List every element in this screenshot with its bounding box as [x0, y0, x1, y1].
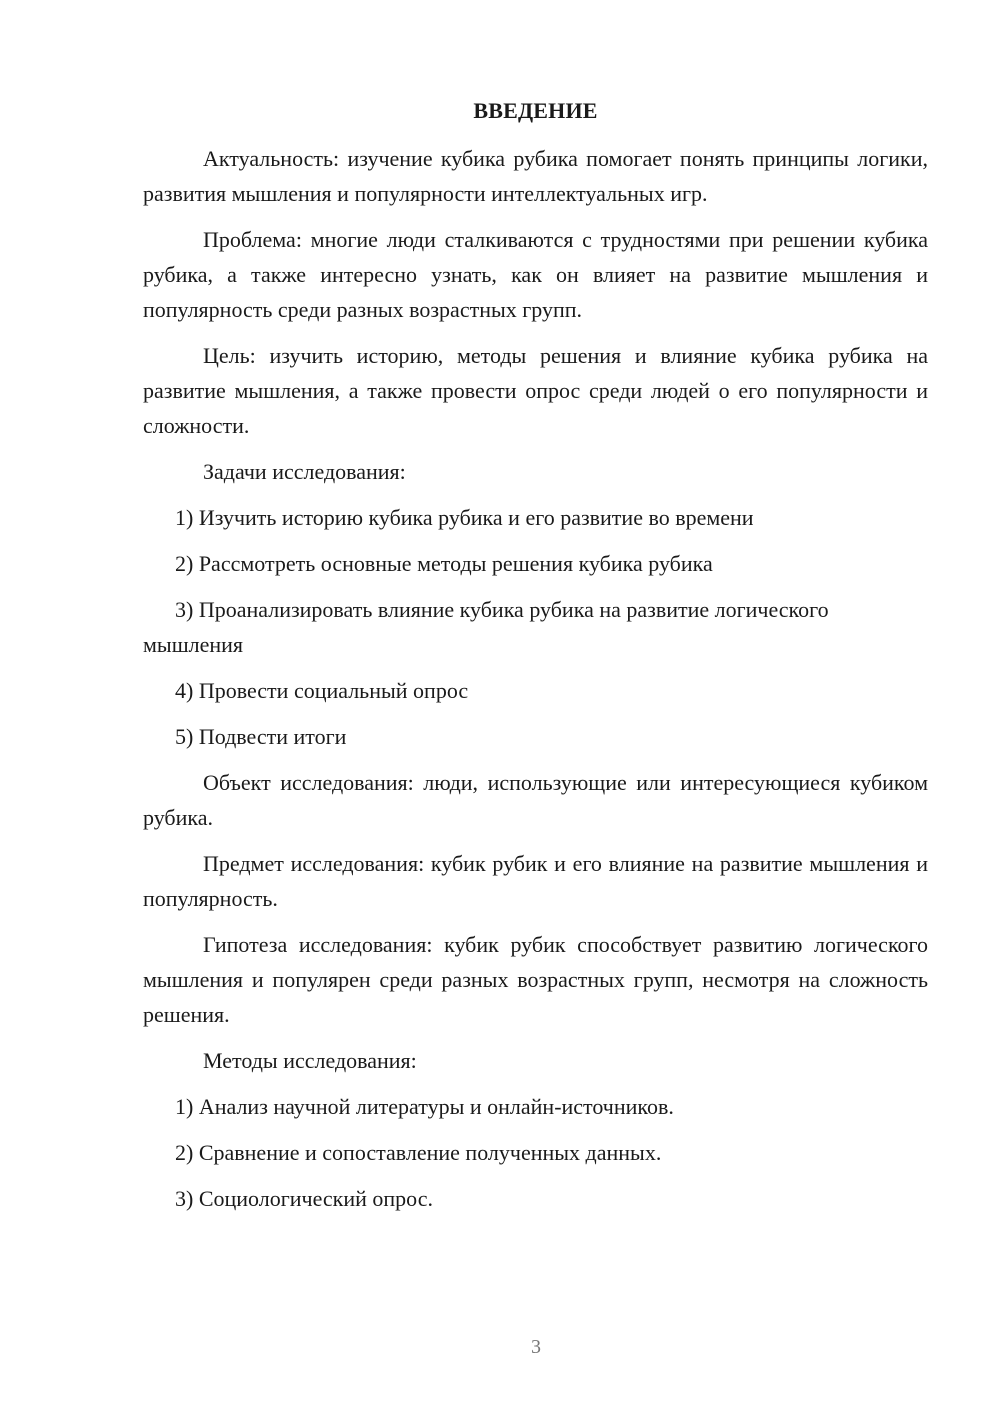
object-paragraph: Объект исследования: люди, использующие или интересующиеся кубиком рубика. — [143, 770, 928, 830]
method-item: 1) Анализ научной литературы и онлайн-источников. — [175, 1094, 674, 1119]
task-item: 2) Рассмотреть основные методы решения кубика рубика — [175, 551, 713, 576]
method-item: 2) Сравнение и сопоставление полученных данных. — [175, 1140, 662, 1165]
document-body — [143, 141, 928, 1227]
section-title: ВВЕДЕНИЕ — [473, 98, 598, 123]
task-item: 1) Изучить историю кубика рубика и его развитие во времени — [175, 505, 754, 530]
goal-paragraph: Цель: изучить историю, методы решения и влияние кубика рубика на развитие мышления, а также провести опрос среди людей о его популярности и сложности. — [143, 343, 928, 438]
method-item: 3) Социологический опрос. — [175, 1186, 433, 1211]
relevance-paragraph: Актуальность: изучение кубика рубика помогает понять принципы логики, развития мышления и популярности интеллектуальных игр. — [143, 146, 928, 206]
task-item: 4) Провести социальный опрос — [175, 678, 469, 703]
page-number: 3 — [531, 1336, 541, 1358]
tasks-heading: Задачи исследования: — [203, 459, 406, 484]
problem-paragraph: Проблема: многие люди сталкиваются с трудностями при решении кубика рубика, а также интересно узнать, как он влияет на развитие мышления и популярность среди разных возрастных групп. — [143, 227, 928, 322]
subject-paragraph: Предмет исследования: кубик рубик и его влияние на развитие мышления и популярность. — [143, 851, 928, 911]
hypothesis-paragraph: Гипотеза исследования: кубик рубик способствует развитию логического мышления и популярен среди разных возрастных групп, несмотря на сложность решения. — [143, 932, 928, 1027]
task-item: 3) Проанализировать влияние кубика рубика на развитие логического мышления — [143, 597, 829, 657]
methods-heading: Методы исследования: — [203, 1048, 417, 1073]
task-item: 5) Подвести итоги — [175, 724, 347, 749]
